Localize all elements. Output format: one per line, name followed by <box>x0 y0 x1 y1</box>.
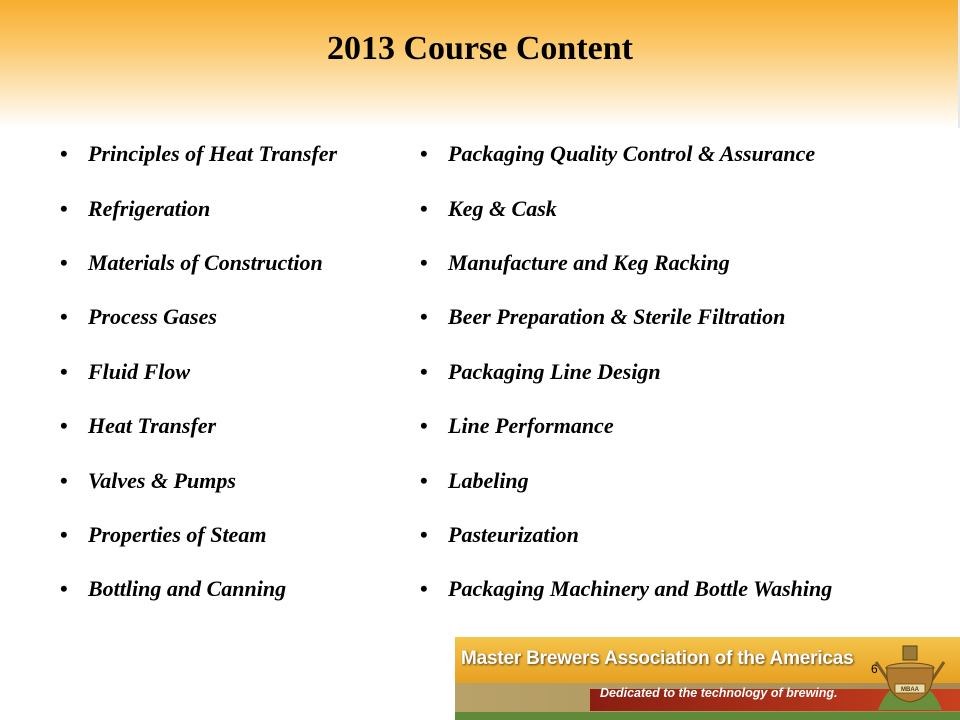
emblem-crest <box>903 646 917 660</box>
bullet: • <box>420 304 428 330</box>
list-item-label: Beer Preparation & Sterile Filtration <box>448 304 786 330</box>
left-course-list <box>60 127 337 617</box>
list-item-label: Packaging Line Design <box>448 358 661 384</box>
list-item-label: Process Gases <box>88 304 217 330</box>
list-item-label: Fluid Flow <box>88 358 191 384</box>
list-item <box>420 562 832 616</box>
bullet: • <box>60 467 68 493</box>
bullet: • <box>60 249 68 275</box>
list-item <box>60 399 337 453</box>
bullet: • <box>420 358 428 384</box>
brew-kettle-emblem-icon <box>870 640 950 716</box>
bullet: • <box>60 304 68 330</box>
list-item <box>60 562 337 616</box>
bullet: • <box>60 141 68 167</box>
bullet: • <box>60 576 68 602</box>
page-number: 6 <box>871 662 878 676</box>
list-item <box>60 453 337 507</box>
list-item-label: Properties of Steam <box>88 521 267 547</box>
slide-title: 2013 Course Content <box>327 30 633 67</box>
list-item-label: Labeling <box>448 467 529 493</box>
list-item <box>420 508 832 562</box>
bullet: • <box>60 195 68 221</box>
list-item-label: Packaging Quality Control & Assurance <box>448 141 816 167</box>
list-item-label: Principles of Heat Transfer <box>88 141 338 167</box>
bullet: • <box>60 358 68 384</box>
list-item <box>60 290 337 344</box>
bullet: • <box>420 576 428 602</box>
list-item <box>420 453 832 507</box>
bullet: • <box>420 413 428 439</box>
list-item-label: Bottling and Canning <box>88 576 287 602</box>
banner-tagline: Dedicated to the technology of brewing. <box>600 686 838 700</box>
list-item <box>420 181 832 235</box>
bullet: • <box>420 467 428 493</box>
list-item <box>420 236 832 290</box>
bullet: • <box>420 195 428 221</box>
list-item-label: Line Performance <box>448 413 614 439</box>
list-item <box>60 508 337 562</box>
bullet: • <box>60 521 68 547</box>
list-item <box>420 345 832 399</box>
list-item-label: Packaging Machinery and Bottle Washing <box>448 576 833 602</box>
right-course-list <box>420 127 832 617</box>
list-item-label: Pasteurization <box>448 521 579 547</box>
list-item-label: Manufacture and Keg Racking <box>448 249 730 275</box>
list-item-label: Keg & Cask <box>448 195 557 221</box>
list-item <box>60 127 337 181</box>
bullet: • <box>420 249 428 275</box>
list-item-label: Valves & Pumps <box>88 467 236 493</box>
list-item <box>60 181 337 235</box>
list-item-label: Refrigeration <box>88 195 211 221</box>
list-item <box>420 290 832 344</box>
list-item-label: Materials of Construction <box>88 249 323 275</box>
organization-name: Master Brewers Association of the Americas <box>461 648 854 669</box>
list-item <box>420 399 832 453</box>
bullet: • <box>60 413 68 439</box>
list-item <box>60 236 337 290</box>
bullet: • <box>420 141 428 167</box>
list-item <box>60 345 337 399</box>
list-item-label: Heat Transfer <box>88 413 217 439</box>
bullet: • <box>420 521 428 547</box>
list-item <box>420 127 832 181</box>
emblem-text: MBAA <box>901 687 919 693</box>
